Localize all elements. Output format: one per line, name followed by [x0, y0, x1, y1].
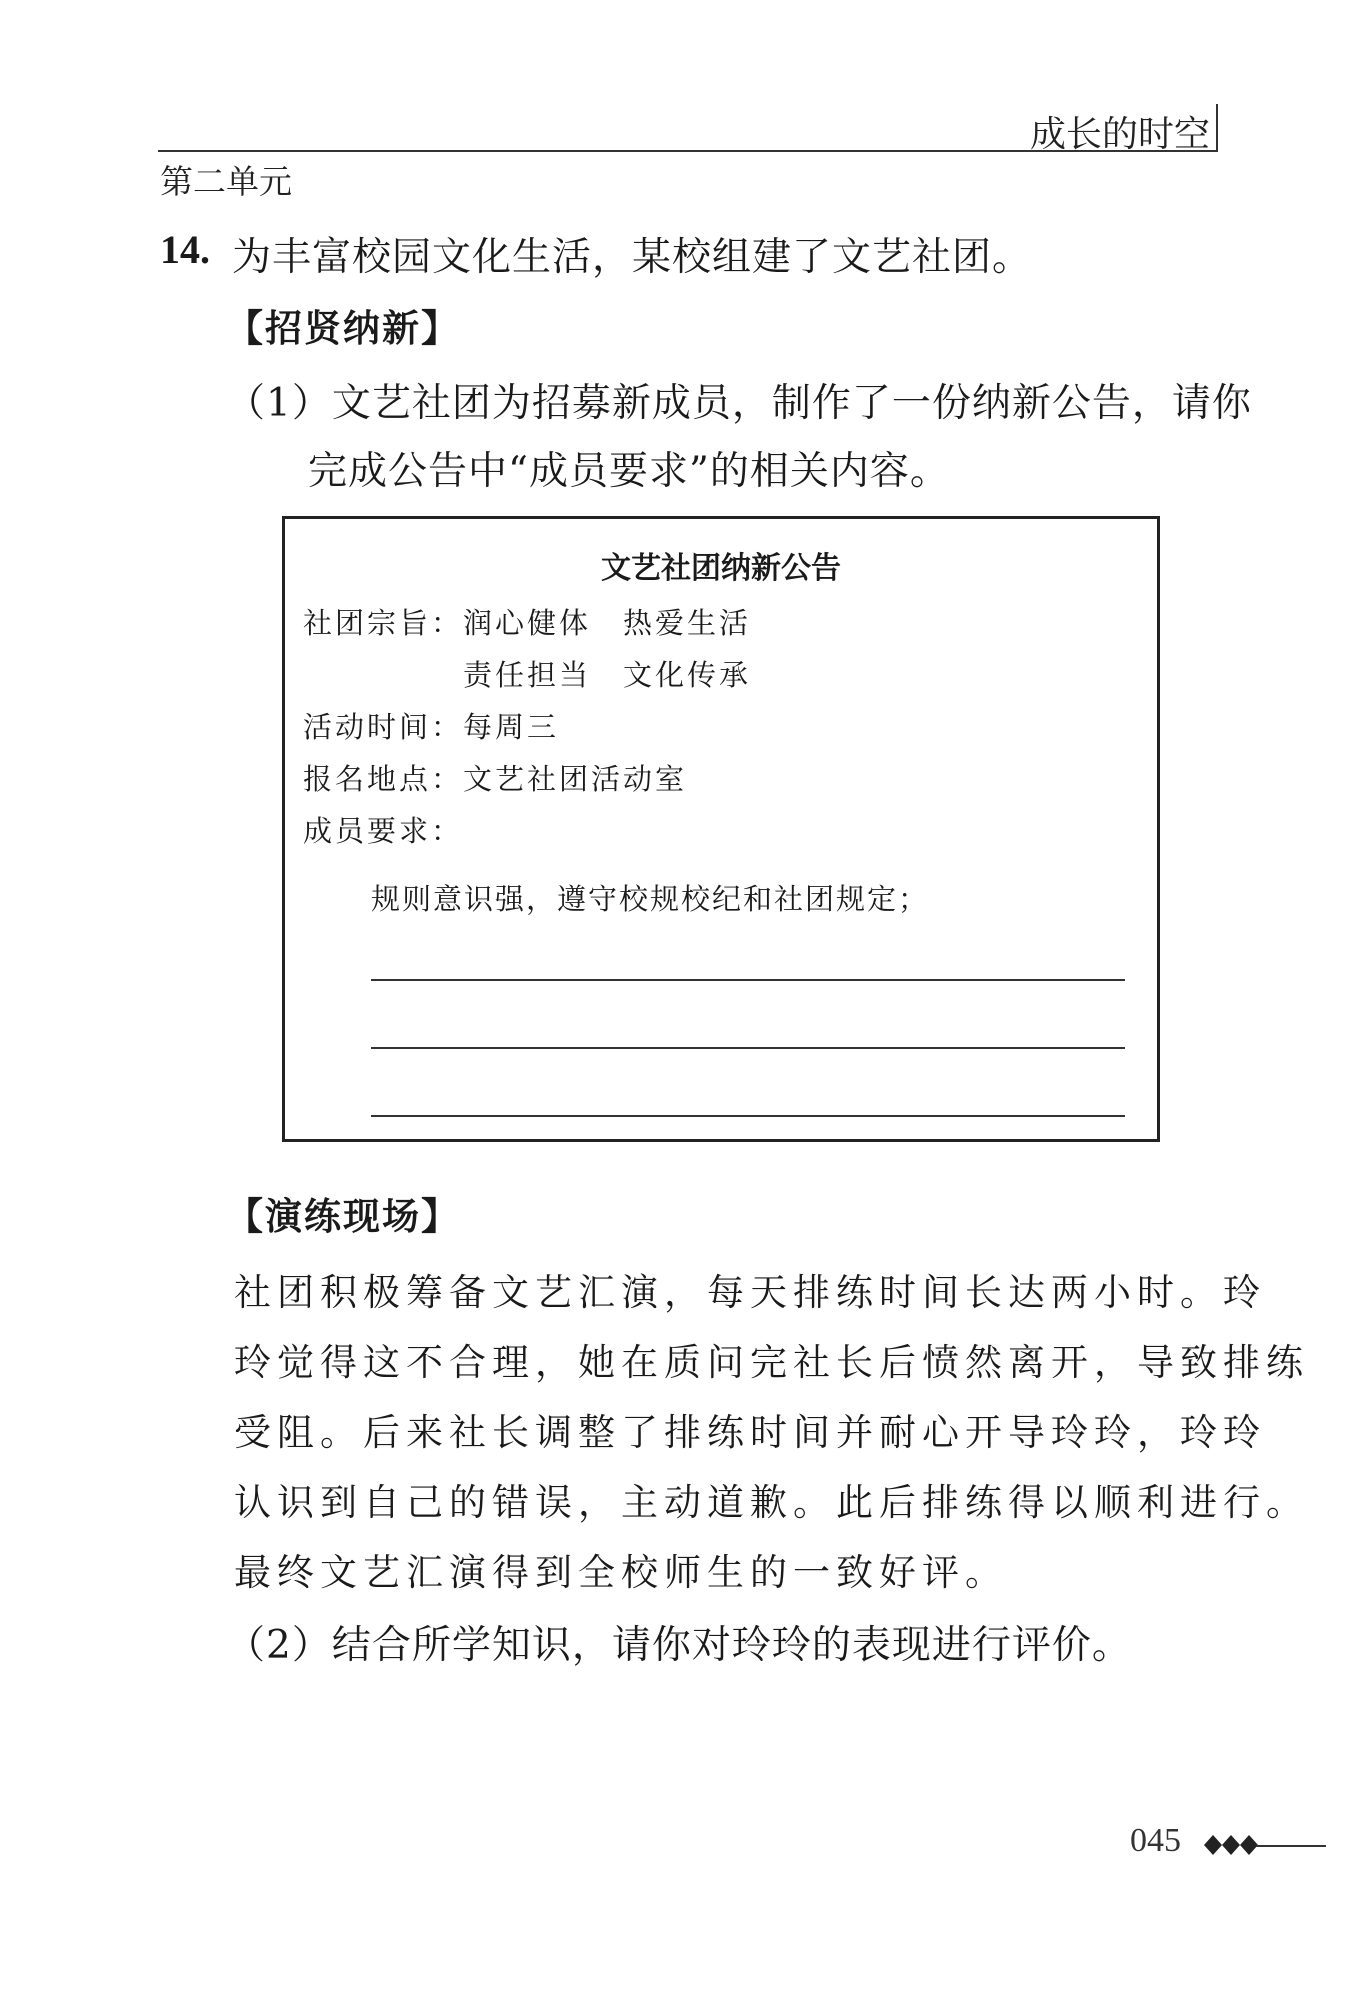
requirements-label: 成员要求：	[303, 814, 464, 848]
purpose-line2: 责任担当 文化传承	[463, 658, 752, 692]
location-value: 文艺社团活动室	[463, 762, 688, 796]
answer-blank-line[interactable]	[371, 1115, 1125, 1117]
paragraph-line: 受阻。后来社长调整了排练时间并耐心开导玲玲，玲玲	[234, 1411, 1266, 1454]
page-number: 045	[1130, 1822, 1181, 1859]
recruitment-notice	[282, 516, 1160, 1142]
question-stem: 为丰富校园文化生活，某校组建了文艺社团。	[232, 235, 1033, 280]
purpose-label: 社团宗旨：	[303, 606, 464, 640]
answer-blank-line[interactable]	[371, 1047, 1125, 1049]
paragraph-line: 社团积极筹备文艺汇演，每天排练时间长达两小时。玲	[234, 1271, 1266, 1314]
paragraph-line: 玲觉得这不合理，她在质问完社长后愤然离开，导致排练	[234, 1341, 1309, 1384]
paragraph-line: 认识到自己的错误，主动道歉。此后排练得以顺利进行。	[234, 1481, 1309, 1524]
time-label: 活动时间：	[303, 710, 464, 744]
part2-section-title: 【演练现场】	[226, 1195, 460, 1238]
question-number: 14.	[160, 227, 210, 272]
location-label: 报名地点：	[303, 762, 464, 796]
part2-prompt: （2）结合所学知识，请你对玲玲的表现进行评价。	[226, 1623, 1132, 1668]
diamond-ornament-icon	[1204, 1822, 1258, 1868]
header-rule	[158, 150, 1218, 152]
unit-label: 第二单元	[160, 162, 292, 201]
notice-title: 文艺社团纳新公告	[601, 551, 841, 586]
paragraph-line: 最终文艺汇演得到全校师生的一致好评。	[234, 1551, 1008, 1594]
part1-section-title: 【招贤纳新】	[226, 307, 460, 350]
footer-rule	[1256, 1845, 1326, 1847]
section-title: 成长的时空	[1029, 114, 1210, 155]
purpose-line1: 润心健体 热爱生活	[463, 606, 752, 640]
time-value: 每周三	[463, 710, 560, 744]
answer-blank-line[interactable]	[371, 979, 1125, 981]
requirement-given: 规则意识强，遵守校规校纪和社团规定；	[371, 882, 930, 916]
part1-prompt-line1: （1）文艺社团为招募新成员，制作了一份纳新公告，请你	[226, 381, 1252, 426]
part1-prompt-line2: 完成公告中“成员要求”的相关内容。	[308, 449, 950, 494]
header-mark	[1216, 104, 1218, 150]
